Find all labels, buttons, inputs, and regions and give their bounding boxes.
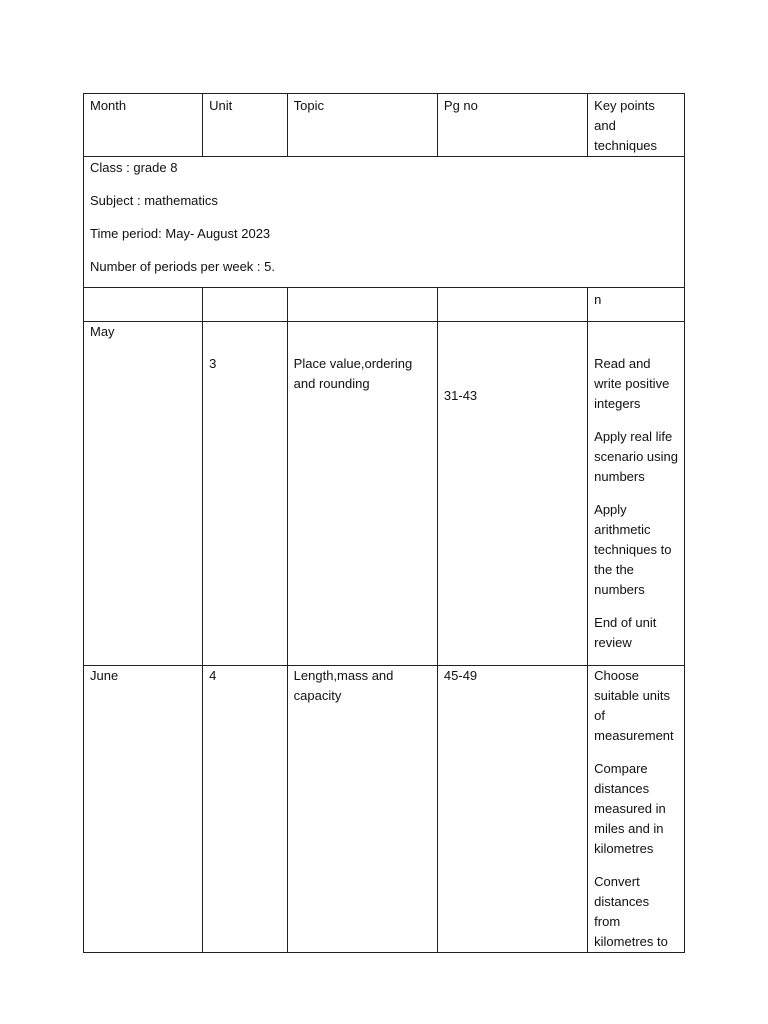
periods-per-week-line: Number of periods per week : 5. <box>90 259 275 274</box>
blank-cell <box>287 288 437 322</box>
header-unit: Unit <box>203 94 288 157</box>
key-points-list <box>594 322 678 653</box>
blank-cell <box>203 288 288 322</box>
header-pg-no: Pg no <box>437 94 587 157</box>
table-row <box>84 322 685 666</box>
unit-value: 3 <box>209 356 217 371</box>
key-point: Apply arithmetic techniques to the the numbers <box>594 502 672 597</box>
month-cell: June <box>84 666 203 953</box>
class-line: Class : grade 8 <box>90 160 178 175</box>
blank-cell <box>437 288 587 322</box>
unit-cell <box>203 322 288 666</box>
header-month: Month <box>84 94 203 157</box>
month-cell <box>84 322 203 666</box>
month-label: May <box>90 324 115 339</box>
key-point: End of unit review <box>594 615 657 650</box>
header-key-points: Key points and techniques <box>588 94 685 157</box>
pg-no-cell <box>437 322 587 666</box>
table-header-row <box>84 94 685 157</box>
time-period-line: Time period: May- August 2023 <box>90 226 271 241</box>
subject-line: Subject : mathematics <box>90 193 218 208</box>
key-point: Read and write positive integers <box>594 356 670 411</box>
topic-cell: Length,mass and capacity <box>287 666 437 953</box>
blank-row <box>84 288 685 322</box>
blank-key-points-cell: n <box>588 288 685 322</box>
header-topic: Topic <box>287 94 437 157</box>
course-info-cell <box>84 157 685 288</box>
key-point: Compare distances measured in miles and in kilometres <box>594 761 666 856</box>
table-row <box>84 666 685 953</box>
key-points-cell <box>588 666 685 953</box>
key-point: Apply real life scenario using numbers <box>594 429 678 484</box>
course-info-row <box>84 157 685 288</box>
scheme-of-work-table <box>83 93 685 953</box>
key-point: Choose suitable units of measurement <box>594 668 674 743</box>
topic-value: Place value,ordering and rounding <box>293 356 413 391</box>
key-points-list <box>594 666 678 952</box>
topic-cell <box>287 322 437 666</box>
pg-no-value: 31-43 <box>443 388 478 403</box>
unit-cell: 4 <box>203 666 288 953</box>
key-point: Convert distances from kilometres to <box>594 874 668 949</box>
key-points-cell <box>588 322 685 666</box>
blank-cell <box>84 288 203 322</box>
pg-no-cell: 45-49 <box>437 666 587 953</box>
